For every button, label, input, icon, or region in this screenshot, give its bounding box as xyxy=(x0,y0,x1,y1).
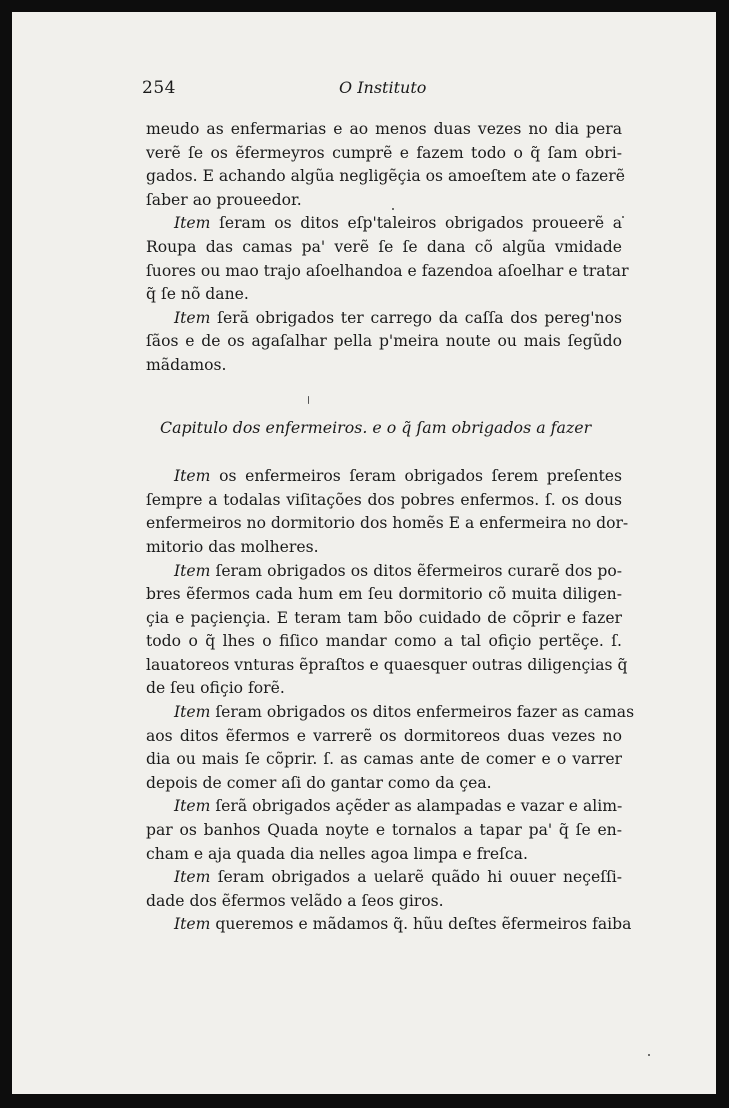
text-line: gados. E achando algũa negligẽçia os amoeſtem ate o fazerẽ xyxy=(146,167,625,186)
text-line: meudo as enfermarias e ao menos duas vezes no dia pera xyxy=(146,120,622,138)
text-line xyxy=(146,307,622,331)
text-line: ſãos e de os agaſalhar pella p'meira noute ou mais ſegũdo xyxy=(146,332,622,351)
line-text: ſeram obrigados os ditos enfermeiros fazer as camas xyxy=(210,703,635,722)
text-line xyxy=(146,795,622,819)
line-text: ſerã obrigados açẽder as alampadas e vazar e alim- xyxy=(210,797,623,816)
text-line xyxy=(146,212,622,236)
text-line: lauatoreos vnturas ẽpraſtos e quaesquer outras diligençias q̃ xyxy=(146,655,628,674)
text-line: ſuores ou mao trajo aſoelhandoa e fazendoa aſoelhar e tratar xyxy=(146,261,629,280)
text-line: par os banhos Quada noyte e tornalos a tapar pa' q̃ ſe en- xyxy=(146,821,622,840)
text-line: enfermeiros no dormitorio dos homẽs E a enfermeira no dor- xyxy=(146,514,629,533)
text-line: de ſeu ofiçio forẽ. xyxy=(146,679,285,698)
line-text: os enfermeiros ſeram obrigados ſerem preſentes xyxy=(210,467,622,486)
paragraph-1 xyxy=(146,118,625,212)
paper-speck xyxy=(392,208,394,210)
line-text: ſeram obrigados a uelarẽ quãdo hi ouuer neçeſſi- xyxy=(210,868,622,887)
text-line: cham e aja quada dia nelles agoa limpa e freſca. xyxy=(146,844,528,863)
text-line: dade dos ẽfermos velãdo a ſeos giros. xyxy=(146,891,444,910)
running-title: O Instituto xyxy=(339,78,427,97)
paragraph-3 xyxy=(146,307,622,378)
book-page xyxy=(12,12,716,1094)
item-lead: Item xyxy=(174,214,211,233)
text-line: verẽ ſe os ẽfermeyros cumprẽ e fazem todo o q̃ ſam obri- xyxy=(146,143,622,162)
body-text xyxy=(146,118,635,937)
line-text: ſeram os ditos eſp'taleiros obrigados proueerẽ a xyxy=(210,214,622,233)
text-line: Roupa das camas pa' verẽ ſe ſe dana cõ algũa vmidade xyxy=(146,237,622,256)
paragraph-2 xyxy=(146,212,629,306)
paragraph-8 xyxy=(146,866,622,913)
page-number: 254 xyxy=(142,78,176,98)
text-line xyxy=(146,465,622,489)
item-lead: Item xyxy=(174,308,211,327)
item-lead: Item xyxy=(174,868,211,887)
text-line: mitorio das molheres. xyxy=(146,537,319,556)
item-lead: Item xyxy=(174,561,211,580)
page-header xyxy=(142,78,602,102)
text-line: todo o q̃ lhes o fiſico mandar como a tal ofiçio pertẽçe. ſ. xyxy=(146,632,622,651)
text-line: bres ẽfermos cada hum em ſeu dormitorio cõ muita diligen- xyxy=(146,585,622,604)
text-line: ſaber ao proueedor. xyxy=(146,190,302,209)
paragraph-6 xyxy=(146,701,635,795)
text-line: aos ditos ẽfermos e varrerẽ os dormitoreos duas vezes no xyxy=(146,726,622,745)
text-line xyxy=(146,701,635,725)
text-line: dia ou mais ſe cõprir. ſ. as camas ante de comer e o varrer xyxy=(146,750,622,769)
paper-speck xyxy=(622,216,624,218)
paragraph-9 xyxy=(146,913,632,937)
text-line xyxy=(146,866,622,890)
paragraph-7 xyxy=(146,795,622,866)
line-text: ſerã obrigados ter carrego da caſſa dos pereg'nos xyxy=(210,308,622,327)
paragraph-4 xyxy=(146,465,629,559)
text-line: mãdamos. xyxy=(146,355,227,374)
paper-speck xyxy=(648,1054,650,1056)
paper-speck xyxy=(308,396,309,404)
line-text: ſeram obrigados os ditos ẽfermeiros curarẽ dos po- xyxy=(210,561,622,580)
item-lead: Item xyxy=(174,467,211,486)
item-lead: Item xyxy=(174,703,211,722)
item-lead: Item xyxy=(174,797,211,816)
line-text: queremos e mãdamos q̃. hũu deſtes ẽfermeiros faiba xyxy=(210,915,632,934)
text-line: çia e paçiençia. E teram tam bõo cuidado de cõprir e fazer xyxy=(146,608,622,627)
text-line: depois de comer aſi do gantar como da çea. xyxy=(146,773,492,792)
text-line xyxy=(146,913,632,937)
text-line xyxy=(146,560,622,584)
item-lead: Item xyxy=(174,915,211,934)
chapter-heading: Capitulo dos enfermeiros. e o q̃ ſam obrigados a fazer xyxy=(160,417,592,437)
text-line: q̃ ſe nõ dane. xyxy=(146,285,249,304)
text-line: ſempre a todalas viſitações dos pobres enfermos. ſ. os dous xyxy=(146,490,622,509)
paragraph-5 xyxy=(146,560,628,702)
